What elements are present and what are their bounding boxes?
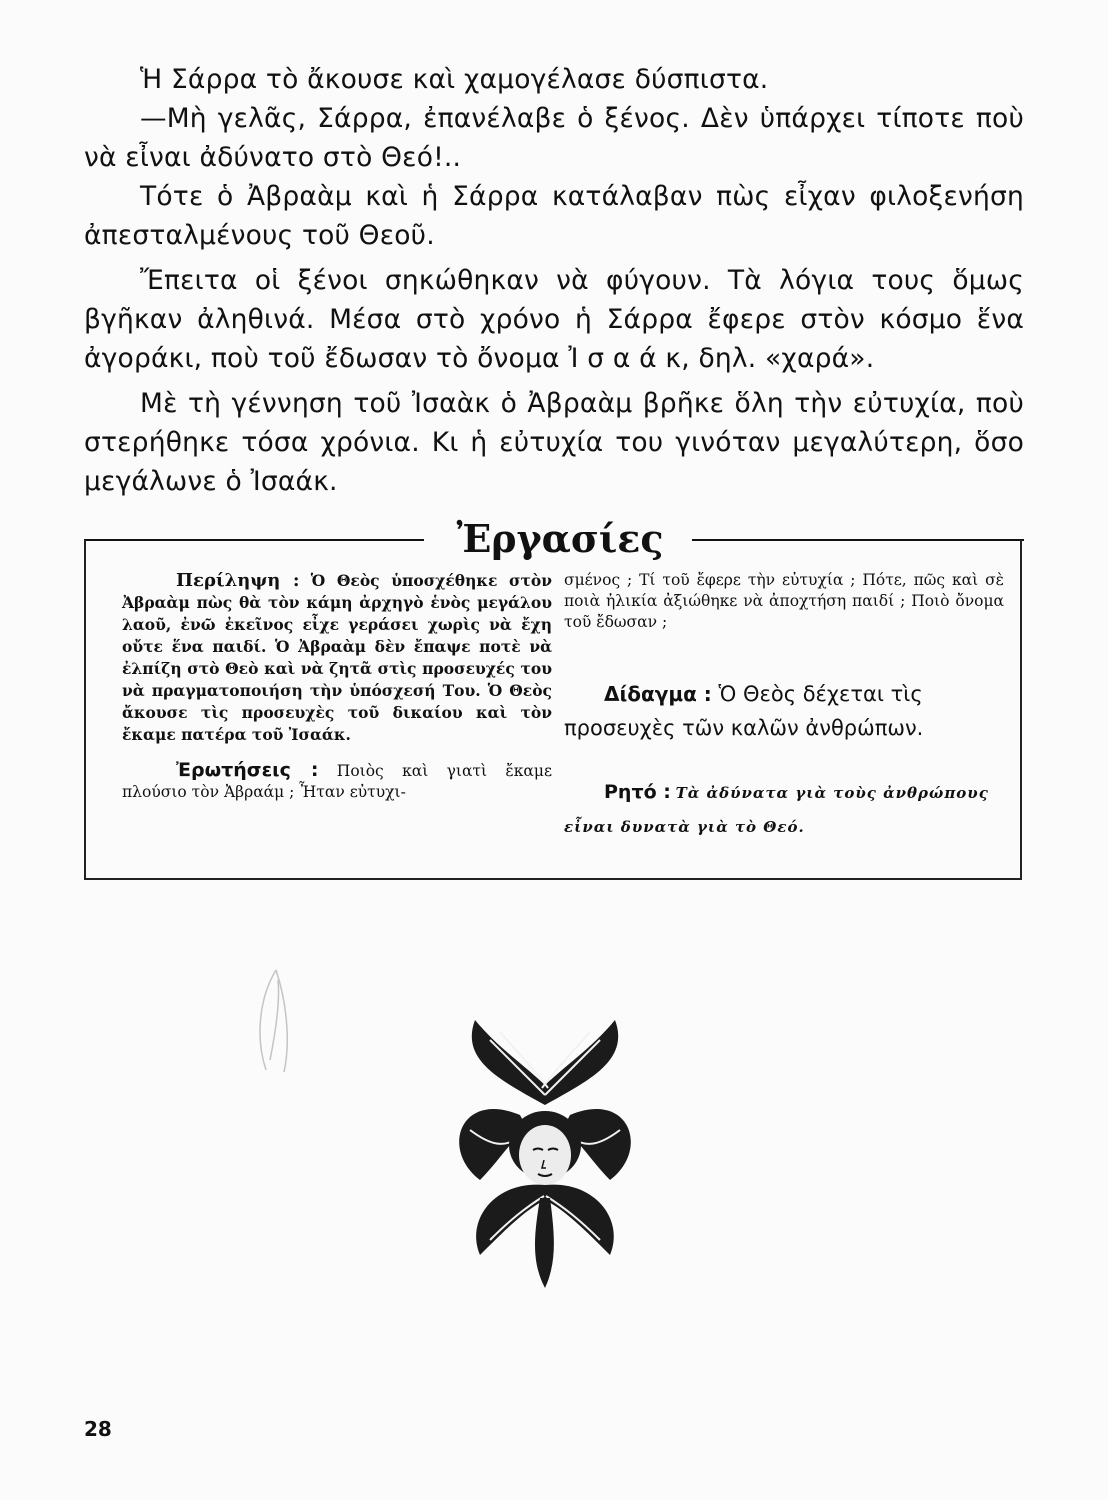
exercises-title: Ἐργασίες — [456, 516, 664, 561]
angel-ornament-illustration — [440, 1010, 650, 1290]
lesson-label: Δίδαγμα : — [604, 682, 712, 706]
questions-text: Ποιὸς καὶ γιατὶ ἔκαμε πλούσιο τὸν Ἀβραάμ ; Ἦταν εὐτυχι- — [122, 762, 552, 801]
exercises-left-column — [122, 570, 552, 803]
pencil-sketch-illustration — [246, 960, 316, 1080]
questions-label: Ἐρωτήσεις : — [176, 759, 319, 781]
summary-text: Ὁ Θεὸς ὑποσχέθηκε στὸν Ἀβραὰμ πὼς θὰ τὸν κάμη ἀρχηγὸ ἑνὸς μεγάλου λαοῦ, ἐνῶ ἐκεῖνος εἶχε γεράσει χωρὶς νὰ ἔχη οὔτε ἕνα παιδί. Ὁ Ἀβραὰμ δὲν ἔπαψε ποτὲ νὰ ἐλπίζη στὸ Θεὸ καὶ νὰ ζητᾶ στὶς προσευχές του νὰ πραγματοποιήση τὴν ὑπόσχεσή Του. Ὁ Θεὸς ἄκουσε τὶς προσευχὲς τοῦ δικαίου καὶ τὸν ἔκαμε πατέρα τοῦ Ἰσαάκ. — [122, 571, 552, 744]
exercises-box — [84, 540, 1022, 880]
verse — [564, 775, 1004, 844]
story-paragraph: Ἡ Σάρρα τὸ ἄκουσε καὶ χαμογέλασε δύσπιστα. — [140, 64, 769, 95]
story-paragraph: —Μὴ γελᾶς, Σάρρα, ἐπανέλαβε ὁ ξένος. Δὲν ὑπάρχει τίποτε ποὺ νὰ εἶναι ἀδύνατο στὸ Θεό!.. — [84, 103, 1024, 173]
lesson — [564, 677, 1004, 745]
verse-text: Τὰ ἀδύνατα γιὰ τοὺς ἀνθρώπους εἶναι δυνατὰ γιὰ τὸ Θεό. — [564, 784, 989, 836]
exercises-right-column — [564, 570, 1004, 844]
summary — [122, 570, 552, 746]
story-paragraph: Ἔπειτα οἱ ξένοι σηκώθηκαν νὰ φύγουν. Τὰ λόγια τους ὅμως βγῆκαν ἀληθινά. Μέσα στὸ χρόνο ἡ Σάρρα ἔφερε στὸν κόσμο ἕνα ἀγοράκι, ποὺ τοῦ ἔδωσαν τὸ ὄνομα Ἰ σ α ά κ, δηλ. «χαρά». — [84, 265, 1024, 374]
summary-label: Περίληψη : — [176, 570, 300, 591]
story-text — [84, 60, 1024, 501]
verse-label: Ρητό : — [604, 781, 671, 803]
story-paragraph: Μὲ τὴ γέννηση τοῦ Ἰσαὰκ ὁ Ἀβραὰμ βρῆκε ὅλη τὴν εὐτυχία, ποὺ στερήθηκε τόσα χρόνια. Κι ἡ εὐτυχία του γινόταν μεγαλύτερη, ὅσο μεγάλωνε ὁ Ἰσαάκ. — [84, 388, 1024, 497]
page-number: 28 — [84, 1417, 112, 1441]
story-paragraph: Τότε ὁ Ἀβραὰμ καὶ ἡ Σάρρα κατάλαβαν πὼς εἶχαν φιλοξενήση ἀπεσταλμένους τοῦ Θεοῦ. — [84, 181, 1024, 251]
lesson-text: Ὁ Θεὸς δέχεται τὶς προσευχὲς τῶν καλῶν ἀνθρώπων. — [564, 682, 924, 740]
questions — [122, 760, 552, 803]
questions-continued: σμένος ; Τί τοῦ ἔφερε τὴν εὐτυχία ; Πότε, πῶς καὶ σὲ ποιὰ ἡλικία ἀξιώθηκε νὰ ἀποχτήση παιδί ; Ποιὸ ὄνομα τοῦ ἔδωσαν ; — [564, 571, 1004, 631]
